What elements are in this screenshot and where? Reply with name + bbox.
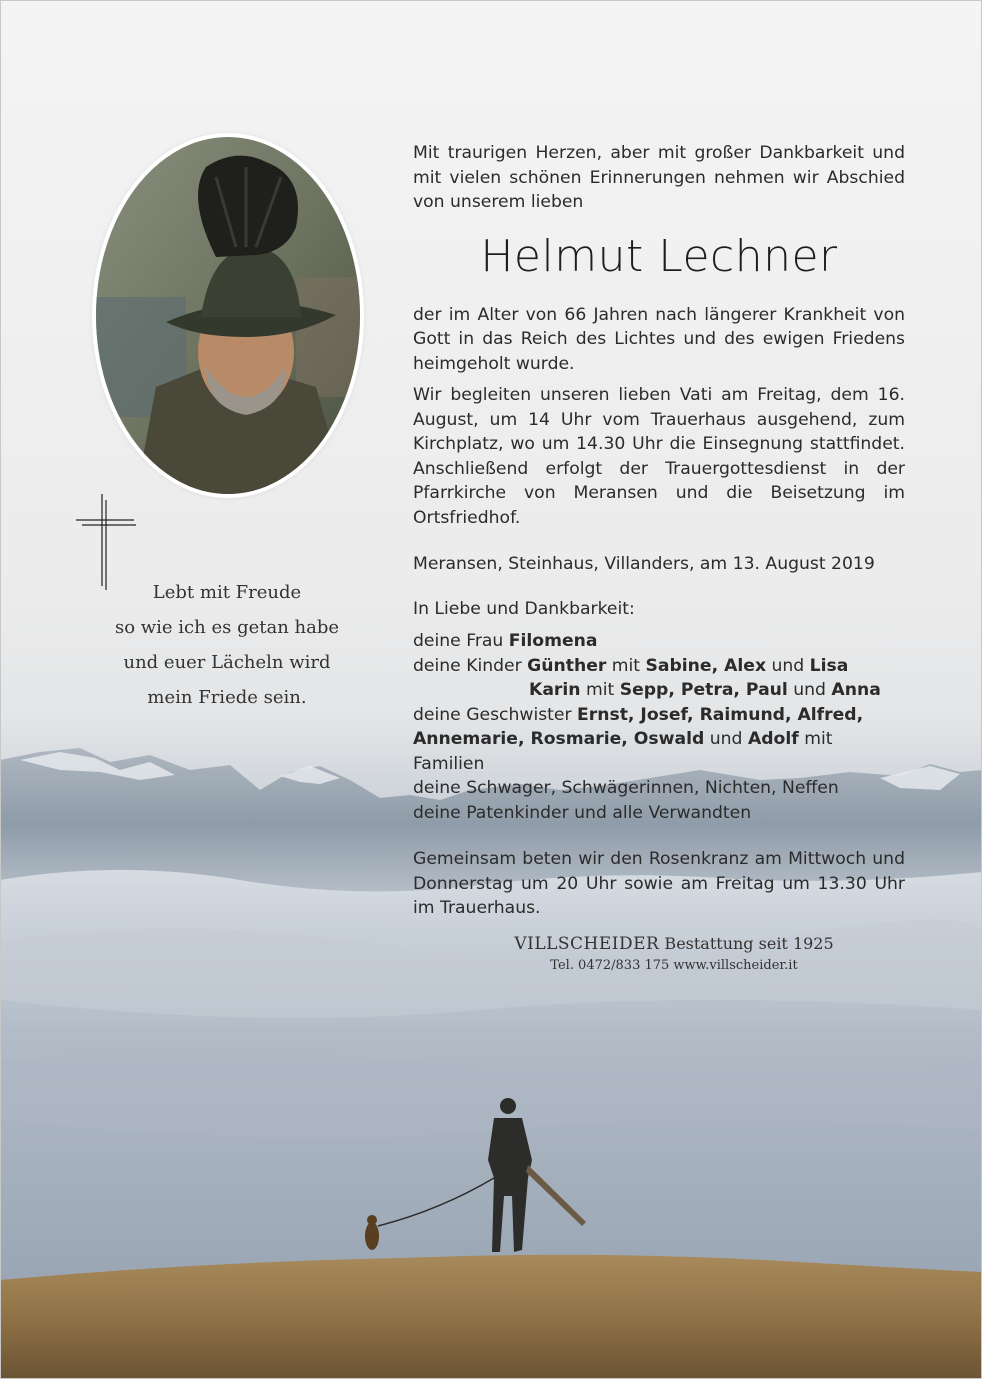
- family-children: deine Kinder Günther mit Sabine, Alex und Lisa: [413, 655, 849, 676]
- obituary-text: [413, 141, 905, 921]
- place-date: Meransen, Steinhaus, Villanders, am 13. August 2019: [413, 554, 875, 574]
- family-godchildren: deine Patenkinder und alle Verwandten: [413, 802, 752, 823]
- quote-line: und euer Lächeln wird: [123, 652, 331, 673]
- rosary-text: Gemeinsam beten wir den Rosenkranz am Mittwoch und Donnerstag um 20 Uhr sowie am Freitag um 13.30 Uhr im Trauerhaus.: [413, 849, 905, 918]
- meadow: [0, 1255, 982, 1379]
- passing-text: der im Alter von 66 Jahren nach längerer Krankheit von Gott in das Reich des Lichtes und des ewigen Friedens heimgeholt wurde.: [413, 304, 905, 374]
- dog-figure: [365, 1215, 379, 1250]
- family-inlaws: deine Schwager, Schwägerinnen, Nichten, Neffen: [413, 778, 839, 798]
- family-siblings: deine Geschwister Ernst, Josef, Raimund, Alfred,: [413, 704, 864, 725]
- family-wife: deine Frau Filomena: [413, 631, 598, 651]
- deceased-name: Helmut Lechner: [480, 230, 838, 282]
- portrait-photo: [96, 137, 360, 494]
- family-siblings-2: Annemarie, Rosmarie, Oswald und Adolf mit Familien: [413, 729, 833, 774]
- memorial-quote: [104, 575, 350, 715]
- family-children-2: Karin mit Sepp, Petra, Paul und Anna: [529, 680, 881, 700]
- intro-text: Mit traurigen Herzen, aber mit großer Dankbarkeit und mit vielen schönen Erinnerungen nehmen wir Abschied von unserem lieben: [413, 143, 905, 212]
- family-heading: In Liebe und Dankbarkeit:: [413, 598, 635, 619]
- family-list: [413, 597, 905, 826]
- quote-line: Lebt mit Freude: [152, 582, 302, 603]
- funeral-text: Wir begleiten unseren lieben Vati am Freitag, dem 16. August, um 14 Uhr vom Trauerhaus ausgehend, zum Kirchplatz, wo um 14.30 Uhr die Einsegnung stattfindet. Anschließend erfolgt der Trauergottesdienst in der Pfarrkirche von Meransen und die Beisetzung im Ortsfriedhof.: [413, 385, 905, 528]
- funeral-home-contact: Tel. 0472/833 175 www.villscheider.it: [550, 958, 798, 973]
- quote-line: so wie ich es getan habe: [114, 617, 340, 638]
- quote-line: mein Friede sein.: [147, 687, 307, 708]
- funeral-home-name: VILLSCHEIDER Bestattung seit 1925: [514, 934, 834, 954]
- funeral-home-footer: [413, 932, 905, 976]
